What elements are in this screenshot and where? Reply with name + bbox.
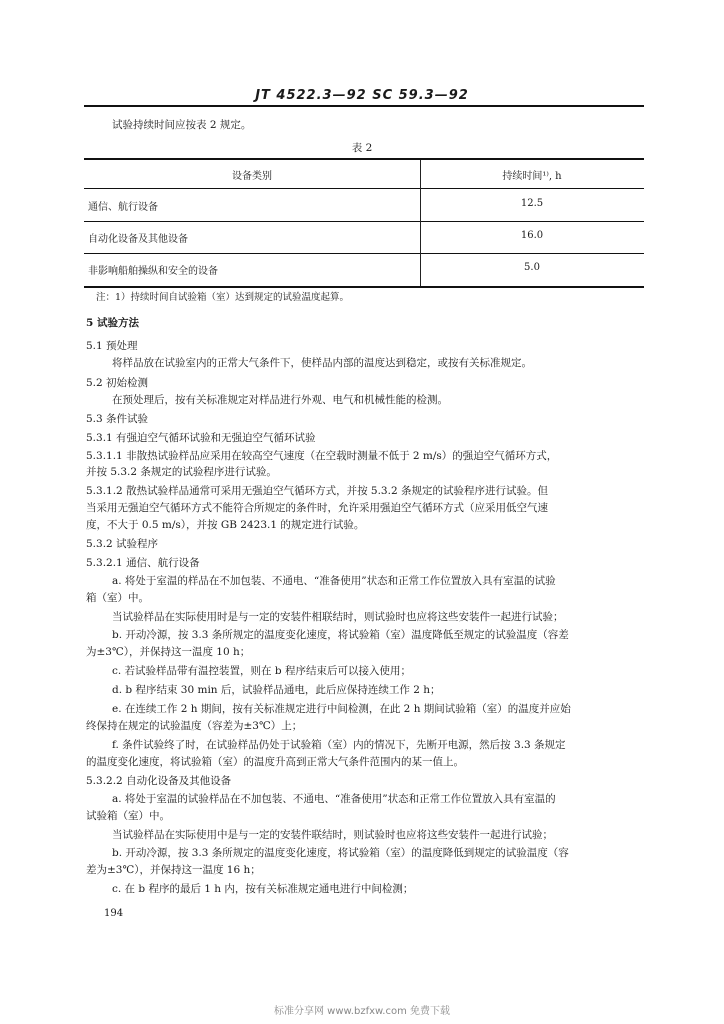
- header-divider: [84, 105, 644, 107]
- body-line: a. 将处于室温的试验样品在不加包装、不通电、“准备使用”状态和正常工作位置放入具有室温的: [112, 793, 556, 805]
- body-line: 箱（室）中。: [86, 592, 149, 604]
- subsection-heading: 5.1 预处理: [86, 340, 138, 352]
- subsection-heading: 5.3 条件试验: [86, 413, 149, 425]
- body-line: 的温度变化速度，将试验箱（室）的温度升高到正常大气条件范围内的某一值上。: [86, 756, 464, 768]
- document-number-header: JT 4522.3—92 SC 59.3—92: [255, 88, 469, 103]
- table-row-duration: 5.0: [524, 262, 540, 273]
- subsection-heading: 5.3.2.2 自动化设备及其他设备: [86, 775, 232, 787]
- table-caption: 表 2: [351, 142, 373, 154]
- table-row-rule: [84, 253, 644, 254]
- table-column-divider: [420, 160, 421, 286]
- body-line: b. 开动冷源，按 3.3 条所规定的温度变化速度，将试验箱（室）的温度降低到规定的试验温度（容: [112, 847, 569, 859]
- body-line: 差为±3℃），并保持这一温度 16 h；: [86, 864, 261, 876]
- table-header-duration: 持续时间¹⁾, h: [502, 171, 562, 182]
- table-row-category: 通信、航行设备: [88, 202, 158, 213]
- table-note: 注：1）持续时间自试验箱（室）达到规定的试验温度起算。: [96, 292, 350, 303]
- body-line: 5.3.1.1 非散热试验样品应采用在较高空气速度（在空载时测量不低于 2 m/s）的强迫空气循环方式，: [86, 450, 558, 462]
- body-line: 试验箱（室）中。: [86, 810, 170, 822]
- body-line: c. 若试验样品带有温控装置，则在 b 程序结束后可以接入使用；: [112, 665, 411, 677]
- subsection-heading: 5.3.2 试验程序: [86, 538, 159, 550]
- body-line: 为±3℃），并保持这一温度 10 h；: [86, 646, 251, 658]
- body-line: c. 在 b 程序的最后 1 h 内，按有关标准规定通电进行中间检测；: [112, 883, 414, 895]
- body-line: e. 在连续工作 2 h 期间，按有关标准规定进行中间检测，在此 2 h 期间试验箱（室）的温度并应始: [112, 703, 571, 715]
- body-line: 度，不大于 0.5 m/s），并按 GB 2423.1 的规定进行试验。: [86, 519, 365, 531]
- table-top-rule: [84, 158, 644, 160]
- body-line: a. 将处于室温的样品在不加包装、不通电、“准备使用”状态和正常工作位置放入具有室温的试验: [112, 575, 556, 587]
- site-footer: 标准分享网 www.bzfxw.com 免费下载: [274, 1006, 450, 1017]
- body-line: 当采用无强迫空气循环方式不能符合所规定的条件时，允许采用强迫空气循环方式（应采用低空气速: [86, 502, 548, 514]
- subsection-heading: 5.2 初始检测: [86, 377, 149, 389]
- body-line: 5.3.1.2 散热试验样品通常可采用无强迫空气循环方式，并按 5.3.2 条规定的试验程序进行试验。但: [86, 485, 548, 497]
- body-line: b. 开动冷源，按 3.3 条所规定的温度变化速度，将试验箱（室）温度降低至规定的试验温度（容差: [112, 629, 569, 641]
- body-line: 当试验样品在实际使用时是与一定的安装件相联结时，则试验时也应将这些安装件一起进行试验；: [112, 611, 564, 623]
- table-row-duration: 16.0: [520, 230, 544, 241]
- body-line: 在预处理后，按有关标准规定对样品进行外观、电气和机械性能的检测。: [112, 394, 448, 406]
- subsection-heading: 5.3.2.1 通信、航行设备: [86, 557, 200, 569]
- table-bottom-rule: [84, 286, 644, 288]
- section-heading: 5 试验方法: [86, 317, 139, 329]
- table-header-category: 设备类别: [232, 171, 272, 182]
- table-row-rule: [84, 221, 644, 222]
- intro-text: 试验持续时间应按表 2 规定。: [112, 119, 252, 131]
- table-row-category: 自动化设备及其他设备: [88, 234, 188, 245]
- body-line: 当试验样品在实际使用中是与一定的安装件联结时，则试验时也应将这些安装件一起进行试验；: [112, 829, 553, 841]
- table-header-rule: [84, 188, 644, 189]
- table-row-duration: 12.5: [520, 198, 544, 209]
- body-line: f. 条件试验终了时，在试验样品仍处于试验箱（室）内的情况下，先断开电源，然后按 3.3 条规定: [112, 739, 566, 751]
- body-line: d. b 程序结束 30 min 后，试验样品通电，此后应保持连续工作 2 h；: [112, 684, 441, 696]
- page-number: 194: [104, 908, 124, 919]
- body-line: 终保持在规定的试验温度（容差为±3℃）上；: [86, 720, 303, 732]
- subsection-heading: 5.3.1 有强迫空气循环试验和无强迫空气循环试验: [86, 432, 316, 444]
- body-line: 将样品放在试验室内的正常大气条件下，使样品内部的温度达到稳定，或按有关标准规定。: [112, 357, 532, 369]
- body-line: 并按 5.3.2 条规定的试验程序进行试验。: [86, 466, 277, 478]
- table-row-category: 非影响船舶操纵和安全的设备: [88, 266, 218, 277]
